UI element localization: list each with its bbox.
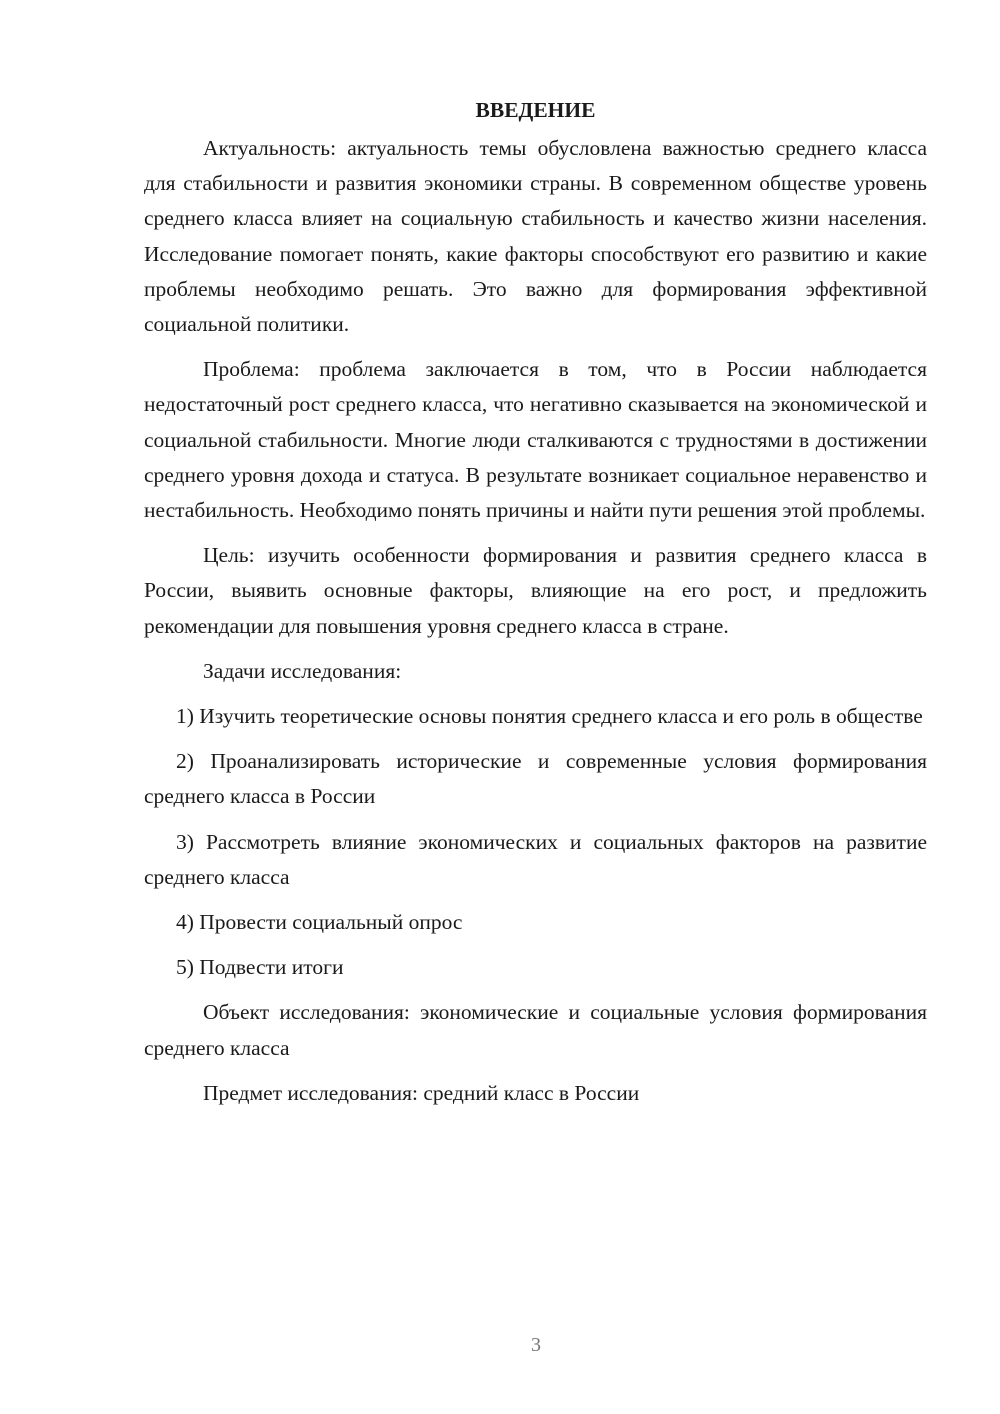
task-item-2: 2) Проанализировать исторические и современные условия формирования среднего класса в России: [144, 749, 927, 809]
paragraph-problem: Проблема: проблема заключается в том, что в России наблюдается недостаточный рост среднего класса, что негативно сказывается на экономической и социальной стабильности. Многие люди сталкиваются с трудностями в достижении среднего уровня дохода и статуса. В результате возникает социальное неравенство и нестабильность. Необходимо понять причины и найти пути решения этой проблемы.: [144, 357, 927, 523]
task-item-3: 3) Рассмотреть влияние экономических и социальных факторов на развитие среднего класса: [144, 829, 927, 889]
paragraph-goal: Цель: изучить особенности формирования и развития среднего класса в России, выявить основные факторы, влияющие на его рост, и предложить рекомендации для повышения уровня среднего класса в стране.: [144, 543, 927, 638]
task-item-4: 4) Провести социальный опрос: [176, 910, 463, 935]
paragraph-subject: Предмет исследования: средний класс в России: [203, 1080, 640, 1105]
page-number: 3: [531, 1334, 541, 1356]
tasks-heading: Задачи исследования:: [203, 658, 402, 683]
paragraph-object: Объект исследования: экономические и социальные условия формирования среднего класса: [144, 1000, 927, 1060]
document-page: [144, 92, 927, 1121]
task-item-5: 5) Подвести итоги: [176, 955, 344, 980]
task-item-1: 1) Изучить теоретические основы понятия среднего класса и его роль в обществе: [176, 704, 923, 729]
page-title: ВВЕДЕНИЕ: [475, 98, 596, 122]
paragraph-relevance: Актуальность: актуальность темы обусловлена важностью среднего класса для стабильности и развития экономики страны. В современном обществе уровень среднего класса влияет на социальную стабильность и качество жизни населения. Исследование помогает понять, какие факторы способствуют его развитию и какие проблемы необходимо решать. Это важно для формирования эффективной социальной политики.: [144, 136, 927, 337]
